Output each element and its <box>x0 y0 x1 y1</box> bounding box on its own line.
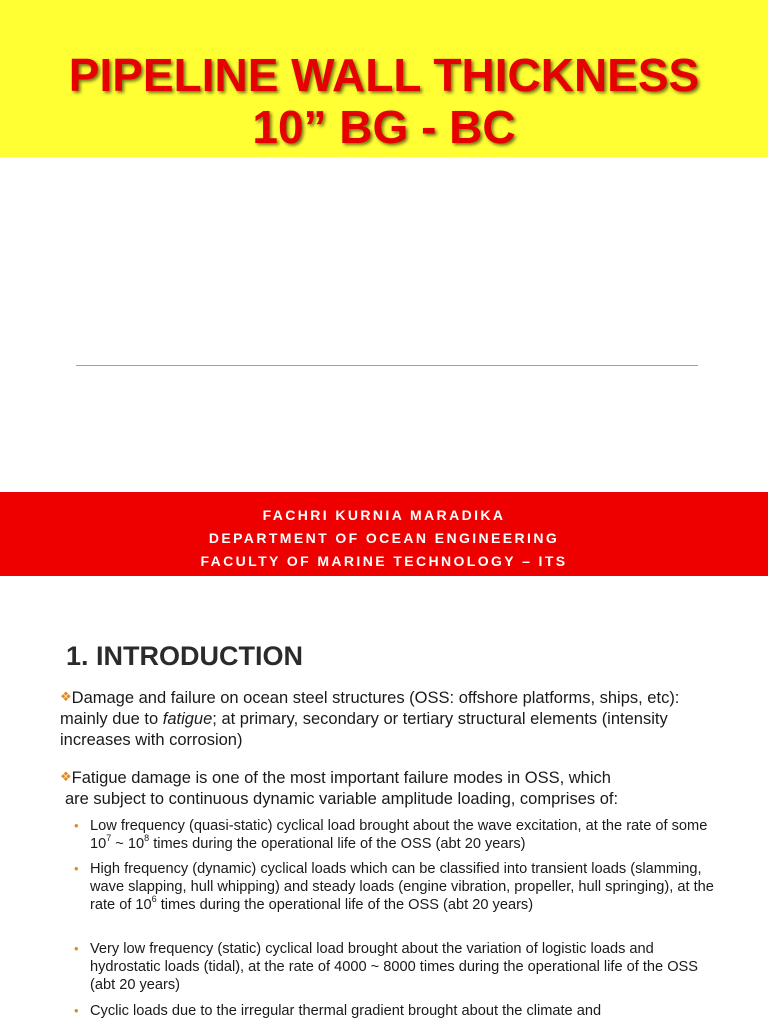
author-faculty: FACULTY OF MARINE TECHNOLOGY – ITS <box>200 553 568 569</box>
item-exponent: 6 <box>151 894 157 905</box>
author-name: FACHRI KURNIA MARADIKA <box>262 507 506 523</box>
list-item <box>74 940 722 994</box>
item-text: Cyclic loads due to the irregular thermal gradient brought about the climate and <box>90 1003 602 1019</box>
title-band <box>0 0 768 157</box>
item-text: times during the operational life of the OSS (abt 20 years) <box>156 897 534 913</box>
item-exponent: 8 <box>144 833 150 844</box>
section-heading: 1. INTRODUCTION <box>66 641 304 671</box>
diamond-cluster-icon: ❖ <box>60 689 72 704</box>
para2-line1: Fatigue damage is one of the most important failure modes in OSS, which <box>71 769 611 787</box>
title-line-1: PIPELINE WALL THICKNESS <box>68 49 700 101</box>
item-text: High frequency (dynamic) cyclical loads which can be classified into transient loads (slamming, wave slapping, hull whipping) and steady loads (engine vibration, propeller, hull springing), at the rate of 10 <box>90 861 714 913</box>
paragraph-damage <box>60 688 720 751</box>
list-item <box>74 860 722 914</box>
diamond-cluster-icon: ❖ <box>60 769 72 784</box>
dot-icon: • <box>74 1003 79 1018</box>
item-text: Low frequency (quasi-static) cyclical load brought about the wave excitation, at the rate of some 10 <box>90 818 708 852</box>
item-text: ~ 10 <box>111 836 145 852</box>
item-exponent: 7 <box>106 833 112 844</box>
author-department: DEPARTMENT OF OCEAN ENGINEERING <box>208 530 560 546</box>
dot-icon: • <box>74 818 79 833</box>
item-text: Very low frequency (static) cyclical load brought about the variation of logistic loads and hydrostatic loads (tidal), at the rate of 4000 ~ 8000 times during the operational life of the OSS (abt 20 years) <box>90 941 699 993</box>
para1-emphasis: fatigue <box>162 710 213 728</box>
title-line-2: 10” BG - BC <box>252 101 516 153</box>
dot-icon: • <box>74 861 79 876</box>
author-band <box>0 492 768 576</box>
divider <box>76 365 698 366</box>
dot-icon: • <box>74 941 79 956</box>
list-item <box>74 1002 722 1020</box>
para1-after: ; at primary, secondary or tertiary structural elements (intensity increases with corrosion) <box>60 710 668 749</box>
list-item <box>74 817 722 853</box>
paragraph-fatigue <box>60 768 720 810</box>
item-text: times during the operational life of the OSS (abt 20 years) <box>149 836 526 852</box>
para1-before: Damage and failure on ocean steel structures (OSS: offshore platforms, ships, etc): mainly due to <box>60 689 680 728</box>
para2-line2: are subject to continuous dynamic variable amplitude loading, comprises of: <box>65 790 619 808</box>
